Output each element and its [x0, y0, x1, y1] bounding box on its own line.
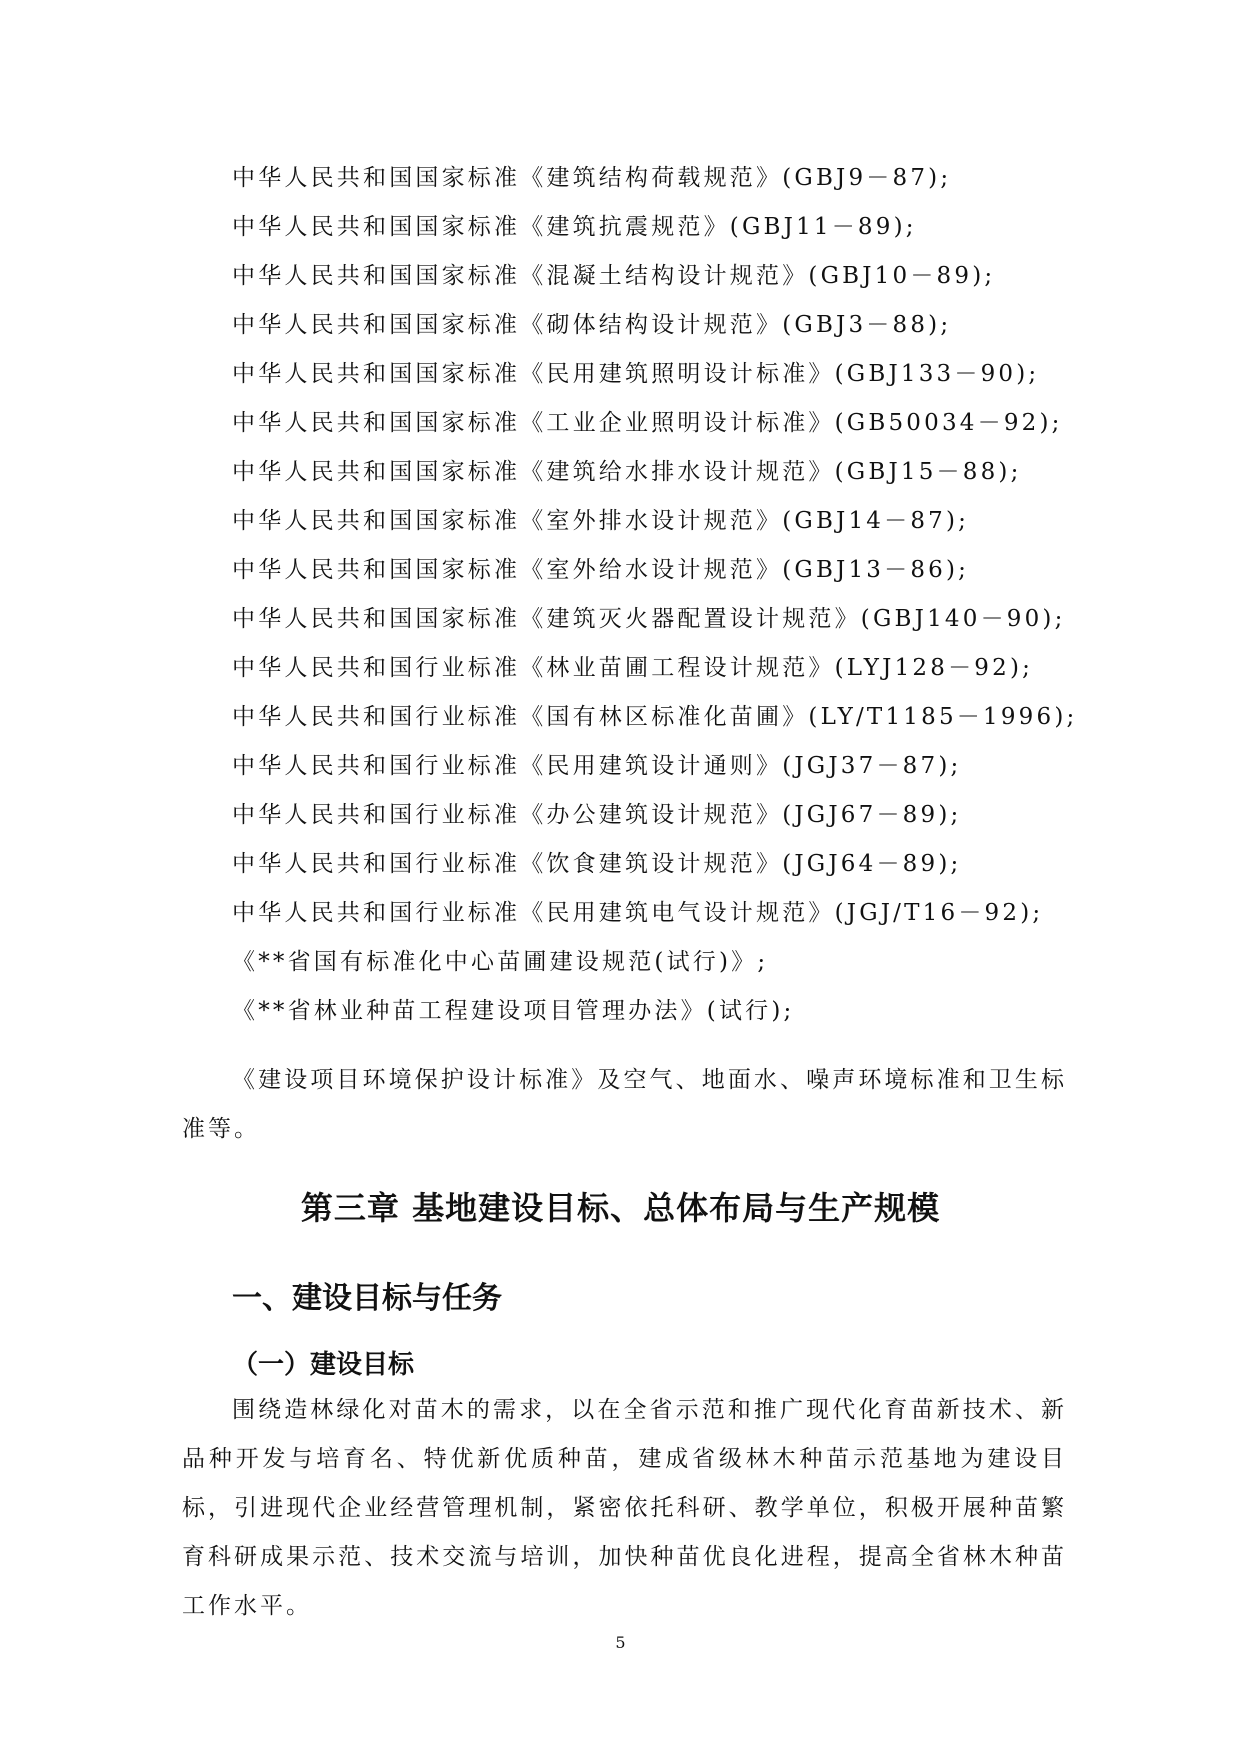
page-number: 5 — [615, 1633, 626, 1652]
section-title: 一、建设目标与任务 — [232, 1280, 502, 1316]
reference-item: 中华人民共和国国家标准《建筑抗震规范》(GBJ11－89); — [232, 214, 917, 240]
reference-item: 中华人民共和国国家标准《砌体结构设计规范》(GBJ3－88); — [232, 312, 952, 338]
reference-item: 中华人民共和国国家标准《建筑给水排水设计规范》(GBJ15－88); — [232, 459, 1022, 485]
reference-item: 中华人民共和国行业标准《饮食建筑设计规范》(JGJ64－89); — [232, 851, 962, 877]
goal-paragraph: 围绕造林绿化对苗木的需求，以在全省示范和推广现代化育苗新技术、新品种开发与培育名、特优新优质种苗，建成省级林木种苗示范基地为建设目标，引进现代企业经营管理机制，紧密依托科研、教学单位，积极开展种苗繁育科研成果示范、技术交流与培训，加快种苗优良化进程，提高全省林木种苗工作水平。 — [182, 1397, 1067, 1619]
reference-item: 中华人民共和国行业标准《办公建筑设计规范》(JGJ67－89); — [232, 802, 962, 828]
reference-item: 中华人民共和国行业标准《民用建筑设计通则》(JGJ37－87); — [232, 753, 962, 779]
provincial-reference-list — [232, 944, 1072, 1042]
provincial-reference-item: 《**省国有标准化中心苗圃建设规范(试行)》; — [232, 949, 769, 975]
chapter-title: 第三章 基地建设目标、总体布局与生产规模 — [300, 1189, 941, 1228]
reference-item: 中华人民共和国国家标准《混凝土结构设计规范》(GBJ10－89); — [232, 263, 996, 289]
reference-item: 中华人民共和国国家标准《室外排水设计规范》(GBJ14－87); — [232, 508, 970, 534]
reference-item: 中华人民共和国国家标准《室外给水设计规范》(GBJ13－86); — [232, 557, 970, 583]
reference-item: 中华人民共和国国家标准《民用建筑照明设计标准》(GBJ133－90); — [232, 361, 1040, 387]
reference-item: 中华人民共和国行业标准《民用建筑电气设计规范》(JGJ/T16－92); — [232, 900, 1044, 926]
environment-standards-paragraph: 《建设项目环境保护设计标准》及空气、地面水、噪声环境标准和卫生标准等。 — [182, 1067, 1067, 1142]
reference-item: 中华人民共和国行业标准《国有林区标准化苗圃》(LY/T1185－1996); — [232, 704, 1078, 730]
reference-list — [232, 160, 1078, 944]
subsection-title: （一）建设目标 — [232, 1350, 415, 1380]
reference-item: 中华人民共和国国家标准《工业企业照明设计标准》(GB50034－92); — [232, 410, 1063, 436]
provincial-reference-item: 《**省林业种苗工程建设项目管理办法》(试行); — [232, 998, 795, 1024]
reference-item: 中华人民共和国国家标准《建筑灭火器配置设计规范》(GBJ140－90); — [232, 606, 1066, 632]
reference-item: 中华人民共和国行业标准《林业苗圃工程设计规范》(LYJ128－92); — [232, 655, 1034, 681]
reference-item: 中华人民共和国国家标准《建筑结构荷载规范》(GBJ9－87); — [232, 165, 952, 191]
